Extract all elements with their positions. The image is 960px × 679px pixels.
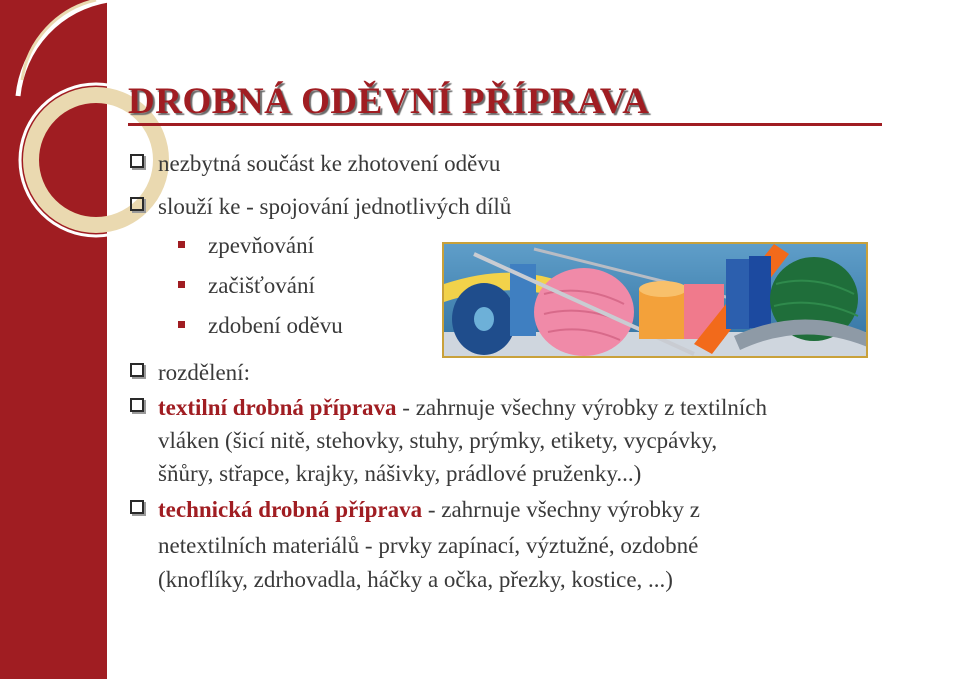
square-bullet-icon <box>178 321 185 328</box>
checkbox-bullet-icon <box>130 363 144 377</box>
bullet-text: nezbytná součást ke zhotovení oděvu <box>158 151 501 176</box>
textile-item-line3: šňůry, střapce, krajky, nášivky, prádlové pruženky...) <box>158 461 642 486</box>
textile-term: textilní drobná příprava <box>158 395 397 420</box>
subbullet-text: začišťování <box>208 273 315 298</box>
square-bullet-icon <box>178 281 185 288</box>
checkbox-bullet-icon <box>130 500 144 514</box>
checkbox-bullet-icon <box>130 197 144 211</box>
technical-item-line2: netextilních materiálů - prvky zapínací, výztužné, ozdobné <box>158 533 699 558</box>
square-bullet-icon <box>178 241 185 248</box>
subbullet-text: zdobení oděvu <box>208 313 343 338</box>
technical-desc: - zahrnuje všechny výrobky z <box>422 497 700 522</box>
technical-item-line1 <box>158 498 700 521</box>
sewing-notions-photo <box>442 242 868 358</box>
page-title: DROBNÁ ODĚVNÍ PŘÍPRAVA <box>128 81 650 122</box>
checkbox-bullet-icon <box>130 398 144 412</box>
bullet-text: slouží ke - spojování jednotlivých dílů <box>158 194 512 219</box>
technical-item-line3: (knoflíky, zdrhovadla, háčky a očka, přezky, kostice, ...) <box>158 567 673 592</box>
subbullet-text: zpevňování <box>208 233 315 258</box>
title-underline <box>128 123 882 126</box>
checkbox-bullet-icon <box>130 154 144 168</box>
textile-desc: - zahrnuje všechny výrobky z textilních <box>396 395 767 420</box>
technical-term: technická drobná příprava <box>158 497 423 522</box>
textile-item-line1 <box>158 396 767 419</box>
bullet-text: rozdělení: <box>158 360 250 385</box>
textile-item-line2: vláken (šicí nitě, stehovky, stuhy, prýmky, etikety, vycpávky, <box>158 428 718 453</box>
